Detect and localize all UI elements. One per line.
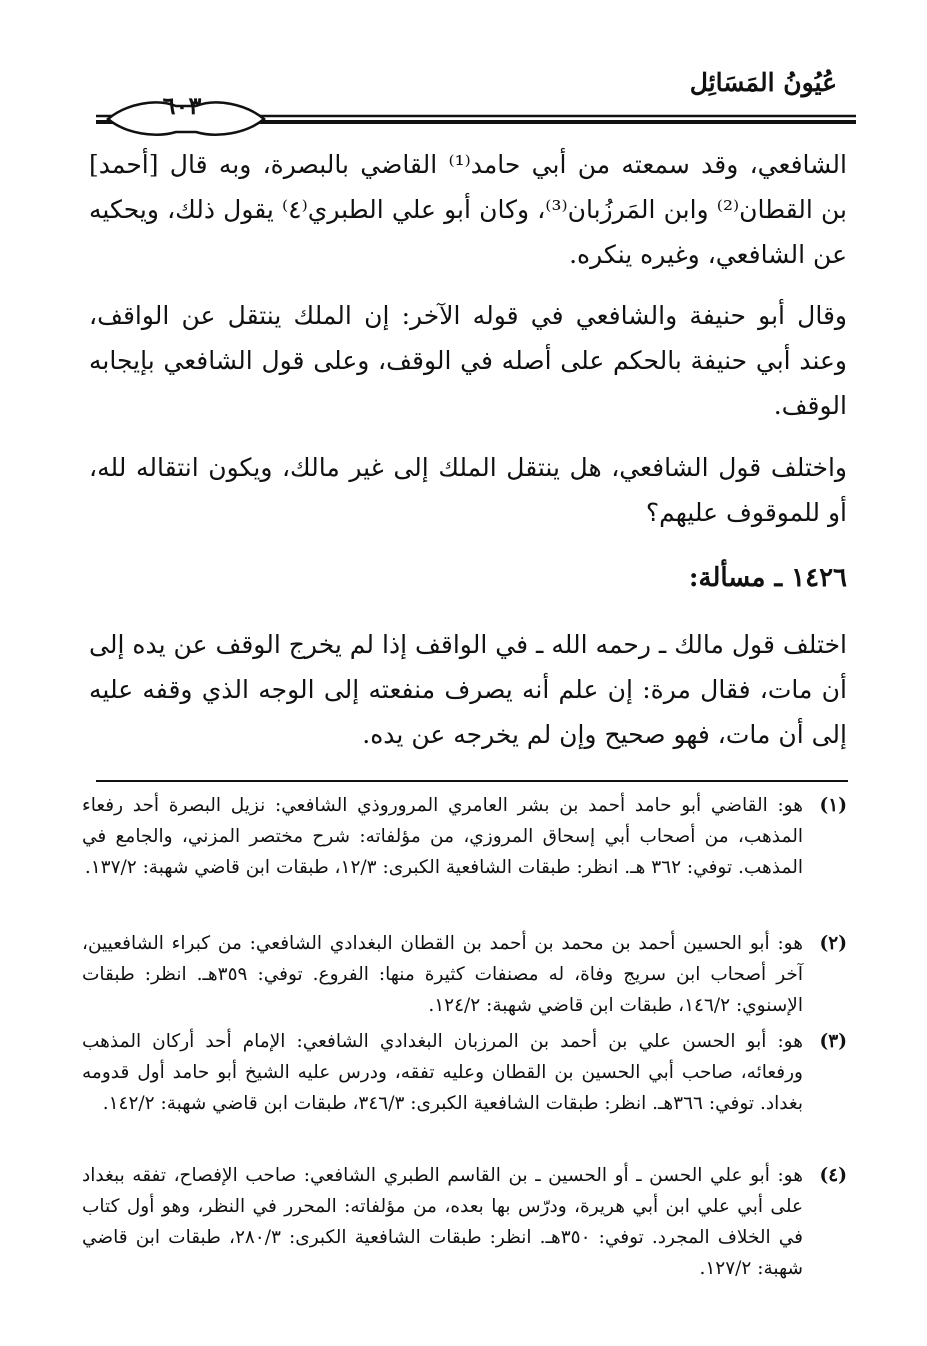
footnote-number: (٤) (819, 1165, 847, 1186)
footnote-4 (82, 1160, 847, 1284)
footnote-text: هو: أبو الحسين أحمد بن محمد بن أحمد بن القطان البغدادي الشافعي: من كبراء الشافعيين، آخر أصحاب ابن سريج وفاة، له مصنفات كثيرة منها: الفروع. توفي: ٣٥٩هـ. انظر: طبقات الإسنوي: ١٤٦/٢، طبقات ابن قاضي شهبة: ١٢٤/٢. (82, 933, 803, 1016)
body-paragraph-2: وقال أبو حنيفة والشافعي في قوله الآخر: إن الملك ينتقل عن الواقف، وعند أبي حنيفة بالحكم على أصله في الوقف، وعلى قول الشافعي بإيجابه الوقف. (89, 301, 847, 420)
body-paragraph-3: واختلف قول الشافعي، هل ينتقل الملك إلى غير مالك، ويكون انتقاله لله، أو للموقوف عليهم؟ (89, 453, 847, 527)
body-paragraph-4: اختلف قول مالك ـ رحمه الله ـ في الواقف إذا لم يخرج الوقف عن يده إلى أن مات، فقال مرة: إن علم أنه يصرف منفعته إلى الوجه الذي وقفه عليه إلى أن مات، فهو صحيح وإن لم يخرجه عن يده. (89, 630, 847, 749)
section-heading: ١٤٢٦ ـ مسألة: (688, 563, 847, 593)
footnote-number: (٣) (819, 1031, 847, 1052)
running-title: عُيُونُ المَسَائِل (689, 68, 837, 97)
footnote-text: هو: القاضي أبو حامد أحمد بن بشر العامري المروروذي الشافعي: نزيل البصرة أحد رفعاء المذهب، من أصحاب أبي إسحاق المروزي، من مؤلفاته: شرح مختصر المزني، والجامع في المذهب. توفي: ٣٦٢ هـ. انظر: طبقات الشافعية الكبرى: ١٢/٣، طبقات ابن قاضي شهبة: ١٣٧/٢. (82, 795, 803, 878)
footnote-number: (٢) (819, 933, 847, 954)
footnote-3 (82, 1026, 847, 1119)
footnote-text: هو: أبو الحسن علي بن أحمد بن المرزبان البغدادي الشافعي: الإمام أحد أركان المذهب ورفعائه، صاحب أبي الحسين بن القطان وعليه تفقه، ودرس عليه الشيخ أبو حامد أول قدومه بغداد. توفي: ٣٦٦هـ. انظر: طبقات الشافعية الكبرى: ٣٤٦/٣، طبقات ابن قاضي شهبة: ١٤٢/٢. (82, 1031, 803, 1114)
page-number: ٦٠٣ (162, 91, 202, 120)
footnote-separator (96, 780, 848, 782)
footnote-text: هو: أبو علي الحسن ـ أو الحسين ـ بن القاسم الطبري الشافعي: صاحب الإفصاح، تفقه ببغداد على أبي علي ابن أبي هريرة، ودرّس بها بعده، من مؤلفاته: المحرر في النظر، وهو أول كتاب في الخلاف المجرد. توفي: ٣٥٠هـ. انظر: طبقات الشافعية الكبرى: ٢٨٠/٣، طبقات ابن قاضي شهبة: ١٢٧/٢. (82, 1165, 804, 1279)
body-paragraph-1: الشافعي، وقد سمعته من أبي حامد⁽¹⁾ القاضي بالبصرة، وبه قال [أحمد] بن القطان⁽²⁾ وابن المَرزُبان⁽³⁾، وكان أبو علي الطبري⁽٤⁾ يقول ذلك، ويحكيه عن الشافعي، وغيره ينكره. (89, 150, 847, 269)
footnote-2 (82, 928, 847, 1021)
footnote-number: (١) (819, 795, 847, 816)
footnote-1 (82, 790, 847, 883)
